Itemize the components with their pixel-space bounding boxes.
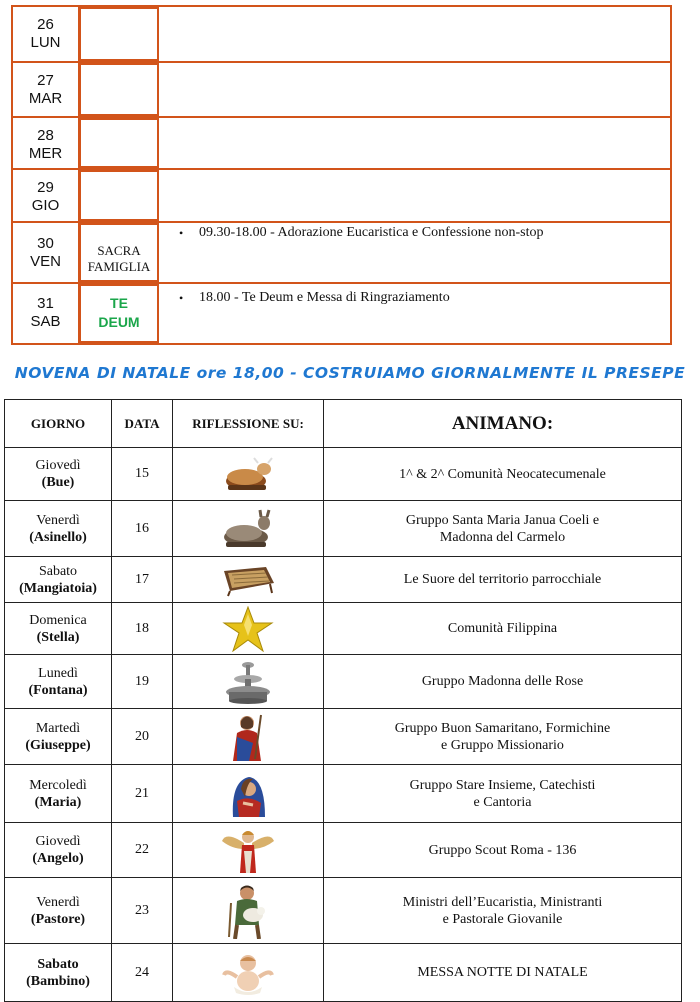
table-row (5, 655, 682, 709)
table-row (5, 878, 682, 944)
calendar-day: 27 MAR (13, 63, 79, 116)
icon-cell (173, 765, 324, 823)
header-giorno: GIORNO (5, 400, 112, 448)
table-row (5, 557, 682, 603)
calendar-row (13, 63, 670, 118)
table-row (5, 823, 682, 878)
shepherd-icon (223, 883, 273, 939)
calendar-celebration-box (79, 118, 159, 168)
icon-cell (173, 501, 324, 557)
day-cell: Venerdì (Asinello) (5, 501, 112, 557)
day-cell: Lunedì (Fontana) (5, 655, 112, 709)
date-cell: 20 (112, 709, 173, 765)
calendar-day: 29 GIO (13, 170, 79, 221)
novena-table (4, 399, 682, 1002)
animano-cell: Gruppo Santa Maria Janua Coeli e Madonna del Carmelo (324, 501, 682, 557)
header-animano: ANIMANO: (324, 400, 682, 448)
donkey-icon (220, 509, 276, 549)
calendar-day: 28 MER (13, 118, 79, 168)
icon-cell (173, 448, 324, 501)
calendar-row (13, 170, 670, 223)
calendar-day: 31 SAB (13, 284, 79, 343)
ox-icon (220, 455, 276, 493)
manger-icon (220, 563, 276, 597)
angel-icon (220, 827, 276, 873)
day-cell: Domenica (Stella) (5, 603, 112, 655)
animano-cell: Le Suore del territorio parrocchiale (324, 557, 682, 603)
animano-cell: Gruppo Stare Insieme, Catechisti e Cantoria (324, 765, 682, 823)
calendar-celebration-box (79, 223, 159, 282)
event-item: • 09.30-18.00 - Adorazione Eucaristica e Confessione non-stop (173, 224, 662, 242)
fountain-icon (223, 659, 273, 705)
table-row (5, 448, 682, 501)
joseph-icon (223, 713, 273, 761)
icon-cell (173, 823, 324, 878)
calendar-celebration-box (79, 284, 159, 343)
date-cell: 22 (112, 823, 173, 878)
animano-cell: Ministri dell’Eucaristia, Ministranti e Pastorale Giovanile (324, 878, 682, 944)
calendar-day: 30 VEN (13, 223, 79, 282)
table-row (5, 501, 682, 557)
day-cell: Giovedì (Angelo) (5, 823, 112, 878)
date-cell: 23 (112, 878, 173, 944)
day-cell: Sabato (Bambino) (5, 944, 112, 1002)
calendar-row (13, 223, 670, 284)
calendar-day: 26 LUN (13, 7, 79, 61)
day-cell: Venerdì (Pastore) (5, 878, 112, 944)
celebration-line: TE (110, 295, 128, 311)
calendar-row (13, 118, 670, 170)
animano-cell: Gruppo Buon Samaritano, Formichine e Gruppo Missionario (324, 709, 682, 765)
novena-title: NOVENA DI NATALE ore 18,00 - COSTRUIAMO GIORNALMENTE IL PRESEPE (14, 364, 686, 382)
icon-cell (173, 944, 324, 1002)
date-cell: 16 (112, 501, 173, 557)
event-item: • 18.00 - Te Deum e Messa di Ringraziamento (173, 289, 662, 307)
header-riflessione: RIFLESSIONE SU: (173, 400, 324, 448)
animano-cell: Comunità Filippina (324, 603, 682, 655)
icon-cell (173, 603, 324, 655)
star-icon (222, 606, 274, 652)
table-header-row (5, 400, 682, 448)
icon-cell (173, 709, 324, 765)
day-cell: Martedì (Giuseppe) (5, 709, 112, 765)
date-cell: 24 (112, 944, 173, 1002)
date-cell: 17 (112, 557, 173, 603)
date-cell: 15 (112, 448, 173, 501)
calendar-table (11, 5, 672, 345)
calendar-celebration-box (79, 63, 159, 116)
mary-icon (223, 771, 273, 817)
baby-icon (220, 951, 276, 995)
icon-cell (173, 878, 324, 944)
icon-cell (173, 557, 324, 603)
calendar-row (13, 284, 670, 343)
day-cell: Giovedì (Bue) (5, 448, 112, 501)
table-row (5, 944, 682, 1002)
table-row (5, 765, 682, 823)
date-cell: 21 (112, 765, 173, 823)
table-row (5, 709, 682, 765)
celebration-line: FAMIGLIA (87, 258, 151, 274)
event-list (173, 284, 662, 307)
animano-cell: Gruppo Madonna delle Rose (324, 655, 682, 709)
calendar-celebration-box (79, 7, 159, 61)
animano-cell: Gruppo Scout Roma - 136 (324, 823, 682, 878)
event-list (173, 223, 662, 242)
table-row (5, 603, 682, 655)
calendar-celebration-box (79, 170, 159, 221)
day-cell: Mercoledì (Maria) (5, 765, 112, 823)
date-cell: 18 (112, 603, 173, 655)
animano-cell: MESSA NOTTE DI NATALE (324, 944, 682, 1002)
animano-cell: 1^ & 2^ Comunità Neocatecumenale (324, 448, 682, 501)
calendar-row (13, 7, 670, 63)
day-cell: Sabato (Mangiatoia) (5, 557, 112, 603)
celebration-line: SACRA (97, 242, 141, 258)
header-data: DATA (112, 400, 173, 448)
icon-cell (173, 655, 324, 709)
date-cell: 19 (112, 655, 173, 709)
celebration-line: DEUM (98, 314, 140, 330)
